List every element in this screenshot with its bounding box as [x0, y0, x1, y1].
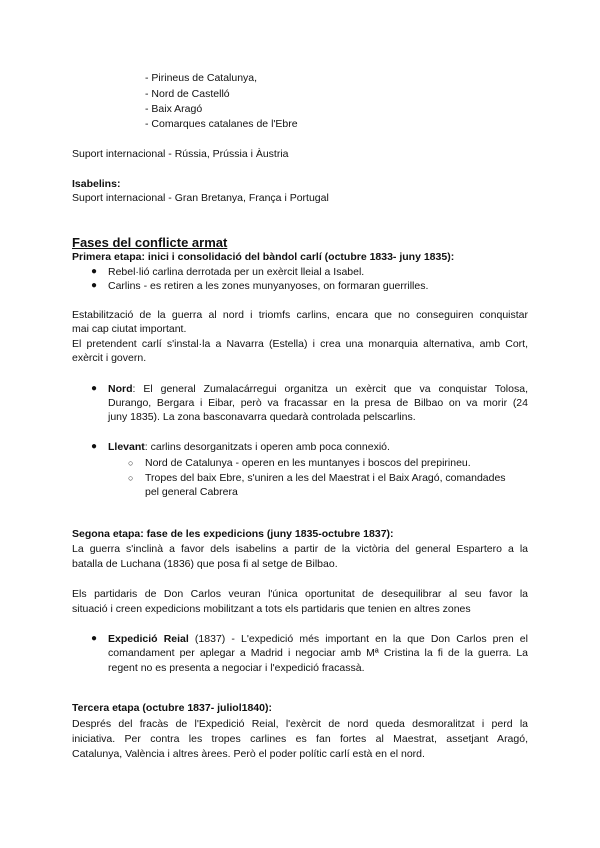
region-item: - Baix Aragó: [145, 103, 203, 115]
paragraph-line: juny 1835). La zona basconavarra quedarà controlada pelscarlins.: [108, 411, 416, 423]
sub-list-item: pel general Cabrera: [145, 486, 238, 498]
llevant-line: [108, 440, 390, 454]
region-item: - Comarques catalanes de l'Ebre: [145, 118, 298, 130]
sub-list-item: Nord de Catalunya - operen en les muntanyes i boscos del prepirineu.: [145, 457, 471, 469]
nord-label: Nord: [108, 383, 133, 395]
circle-bullet: ○: [128, 473, 134, 483]
nord-text: : El general Zumalacárregui organitza un exèrcit que va conquistar Tolosa,: [132, 383, 528, 395]
list-item: Rebel·lió carlina derrotada per un exèrcit lleial a Isabel.: [108, 266, 365, 278]
bullet-dot: ●: [91, 266, 98, 277]
segona-heading: Segona etapa: fase de les expedicions (juny 1835-octubre 1837):: [72, 528, 394, 540]
paragraph-line: Els partidaris de Don Carlos veuran l'única oportunitat de desequilibrar al seu favor la: [72, 588, 528, 600]
tercera-heading: Tercera etapa (octubre 1837- juliol1840):: [72, 702, 272, 714]
region-item: - Nord de Castelló: [145, 88, 230, 100]
suport-isabelins: Suport internacional - Gran Bretanya, França i Portugal: [72, 192, 329, 204]
suport-carlins: Suport internacional - Rússia, Prússia i Àustria: [72, 148, 289, 160]
bullet-dot: ●: [91, 441, 98, 452]
bullet-dot: ●: [91, 383, 98, 394]
bullet-dot: ●: [91, 280, 98, 291]
paragraph-line: exèrcit i govern.: [72, 352, 147, 364]
circle-bullet: ○: [128, 458, 134, 468]
expedicio-line: [108, 632, 528, 646]
paragraph-line: La guerra s'inclinà a favor dels isabelins a partir de la victòria del general Espartero a la: [72, 543, 528, 555]
llevant-text: : carlins desorganitzats i operen amb poca connexió.: [144, 441, 390, 453]
paragraph-line: Després del fracàs de l'Expedició Reial, l'exèrcit de nord queda desmoralitzat i perd la: [72, 718, 528, 730]
expedicio-label: Expedició Reial: [108, 633, 189, 645]
expedicio-text: (1837) - L'expedició més important en la que Don Carlos pren el: [188, 633, 528, 645]
primera-heading: Primera etapa: inici i consolidació del bàndol carlí (octubre 1833- juny 1835):: [72, 251, 455, 263]
paragraph-line: Durango, Bergara i Eibar, però va fracassar en la presa de Bilbao on va morir (24: [108, 397, 528, 409]
paragraph-line: Catalunya, València i altres àrees. Però el poder polític carlí està en el nord.: [72, 748, 425, 760]
isabelins-label: Isabelins:: [72, 178, 121, 190]
paragraph-line: comandament per aplegar a Madrid i negociar amb Mª Cristina la fi de la guerra. La: [108, 647, 528, 659]
region-item: - Pirineus de Catalunya,: [145, 72, 258, 84]
paragraph-line: mai cap ciutat important.: [72, 323, 187, 335]
paragraph-line: Estabilització de la guerra al nord i triomfs carlins, encara que no conseguiren conquistar: [72, 309, 528, 321]
paragraph-line: iniciativa. Per contra les tropes carlines es fan fortes al Maestrat, assetjant Aragó,: [72, 733, 528, 745]
paragraph-line: El pretendent carlí s'instal·la a Navarra (Estella) i crea una monarquia alternativa, amb Cort,: [72, 338, 528, 350]
paragraph-line: situació i creen expedicions mobilitzant a tots els partidaris que tenien en altres zones: [72, 603, 471, 615]
paragraph-line: batalla de Luchana (1836) que posa fi al setge de Bilbao.: [72, 558, 338, 570]
llevant-label: Llevant: [108, 441, 145, 453]
nord-line: [108, 382, 528, 396]
bullet-dot: ●: [91, 633, 98, 644]
paragraph-line: regent no es presenta a negociar i l'expedició fracassà.: [108, 662, 365, 674]
section-title: Fases del conflicte armat: [72, 235, 228, 250]
list-item: Carlins - es retiren a les zones munyanyoses, on formaran guerrilles.: [108, 280, 429, 292]
sub-list-item: Tropes del baix Ebre, s'uniren a les del Maestrat i el Baix Aragó, comandades: [145, 472, 506, 484]
